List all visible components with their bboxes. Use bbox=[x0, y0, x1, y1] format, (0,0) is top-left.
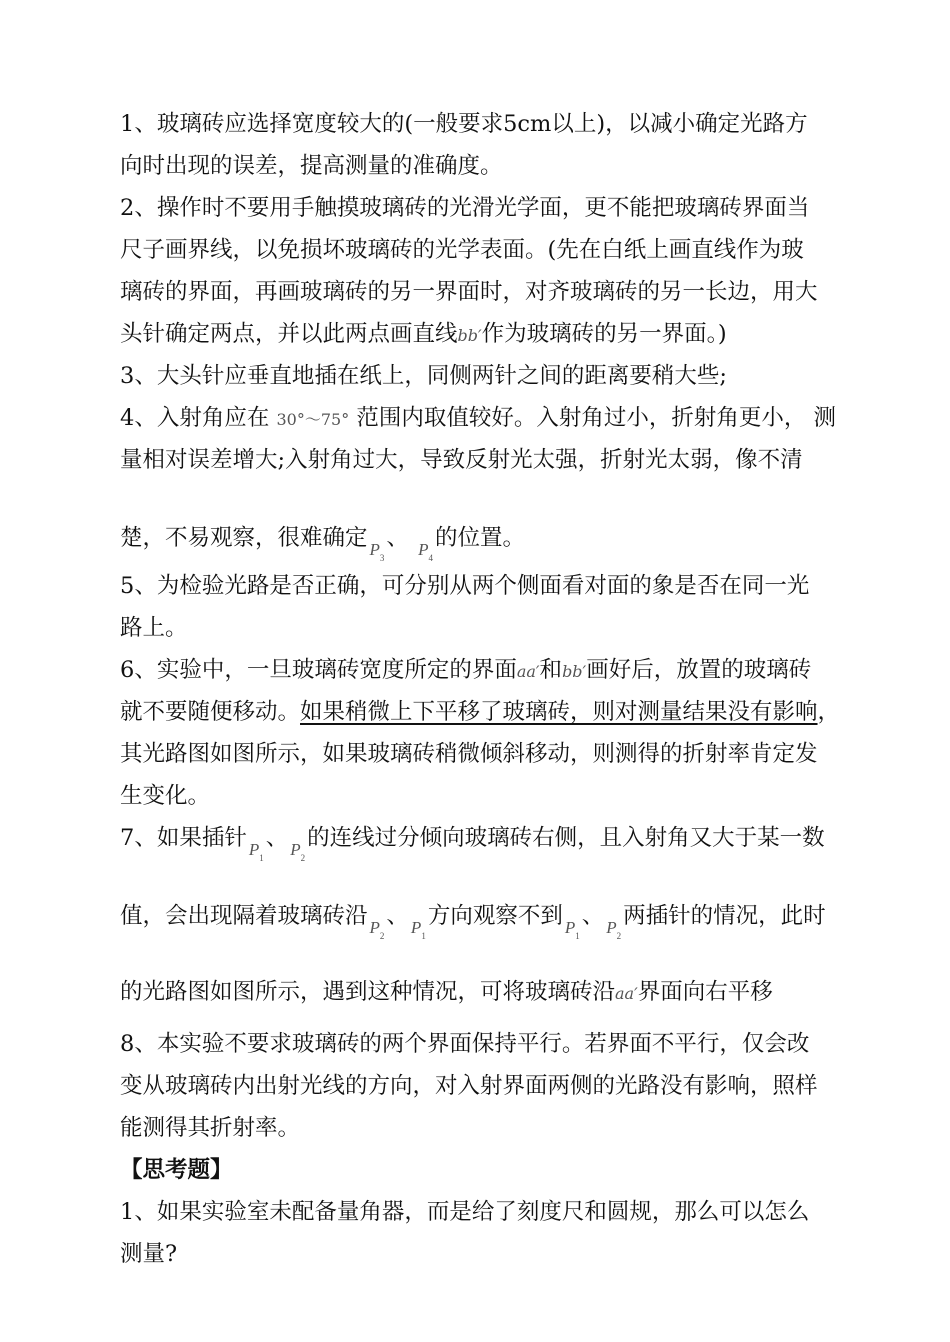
separator: 、 bbox=[386, 903, 409, 929]
item-7-line-3 bbox=[120, 971, 890, 1013]
item-6-line-3: 其光路图如图所示，如果玻璃砖稍微倾斜移动，则测得的折射率肯定发 bbox=[120, 741, 818, 767]
item-6-line-1 bbox=[120, 649, 890, 691]
item-7-line-2 bbox=[120, 895, 890, 941]
item-5-line-2: 路上。 bbox=[120, 615, 188, 641]
separator: 、 bbox=[265, 825, 289, 851]
underlined-text: 如果稍微上下平移了玻璃砖，则对测量结果没有影响 bbox=[300, 699, 818, 725]
item-6 bbox=[120, 649, 890, 817]
math-p1: P1 bbox=[410, 918, 426, 941]
item-6-line-1-text-b: 画好后，放置的玻璃砖 bbox=[586, 657, 812, 683]
separator: 、 bbox=[581, 903, 605, 929]
item-8-line-3: 能测得其折射率。 bbox=[120, 1115, 301, 1141]
item-2-line-4 bbox=[120, 313, 890, 355]
item-6-line-2-text-a: 就不要随便移动。 bbox=[120, 699, 301, 725]
item-1-line-1: 1、玻璃砖应选择宽度较大的(一般要求5cm以上)，以减小确定光路方 bbox=[120, 111, 808, 137]
math-aa-prime: aa′ bbox=[516, 662, 540, 681]
item-6-line-1-text-c: 和 bbox=[539, 657, 563, 683]
item-1 bbox=[120, 103, 890, 187]
item-3 bbox=[120, 355, 890, 397]
math-aa-prime-2: aa′ bbox=[615, 984, 638, 1003]
item-4-line-3-text-b: 的位置。 bbox=[434, 525, 525, 551]
math-bb-prime: bb′ bbox=[457, 326, 482, 345]
item-2-line-3: 璃砖的界面，再画玻璃砖的另一界面时，对齐玻璃砖的另一长边，用大 bbox=[120, 279, 818, 305]
question-1 bbox=[120, 1191, 890, 1275]
separator: 、 bbox=[386, 525, 409, 551]
item-4-line-1 bbox=[120, 397, 890, 439]
math-p4: P4 bbox=[418, 540, 433, 563]
math-p1: P1 bbox=[248, 840, 264, 863]
item-6-line-4: 生变化。 bbox=[120, 783, 211, 809]
section-heading: 【思考题】 bbox=[120, 1157, 233, 1183]
item-7-line-2-text-a: 值，会出现隔着玻璃砖沿 bbox=[120, 903, 368, 929]
item-2-line-4-text-a: 头针确定两点，并以此两点画直线 bbox=[120, 321, 458, 347]
item-5-line-1: 5、为检验光路是否正确，可分别从两个侧面看对面的象是否在同一光 bbox=[120, 573, 810, 599]
math-p3: P3 bbox=[369, 540, 385, 563]
item-7-line-1-text-b: 的连线过分倾向玻璃砖右侧，且入射角又大于某一数 bbox=[307, 825, 825, 851]
math-p2: P2 bbox=[369, 918, 385, 941]
math-angle-range: 30°～75° bbox=[276, 410, 350, 429]
item-6-line-2-text-b: ， bbox=[817, 699, 841, 725]
question-1-line-2: 测量? bbox=[120, 1241, 178, 1267]
item-4-line-3 bbox=[120, 517, 890, 563]
item-1-line-2: 向时出现的误差，提高测量的准确度。 bbox=[120, 153, 503, 179]
question-1-line-1: 1、如果实验室未配备量角器，而是给了刻度尺和圆规，那么可以怎么 bbox=[120, 1199, 810, 1225]
item-6-line-2 bbox=[120, 691, 890, 733]
item-3-line-1: 3、大头针应垂直地插在纸上，同侧两针之间的距离要稍大些; bbox=[120, 363, 727, 389]
math-p1: P1 bbox=[564, 918, 580, 941]
math-p2: P2 bbox=[606, 918, 622, 941]
item-7-line-2-text-b: 两插针的情况，此时 bbox=[623, 903, 826, 929]
math-p2: P2 bbox=[290, 840, 306, 863]
item-7-line-3-text-a: 的光路图如图所示，遇到这种情况，可将玻璃砖沿 bbox=[120, 979, 616, 1005]
item-8-line-2: 变从玻璃砖内出射光线的方向，对入射界面两侧的光路没有影响，照样 bbox=[120, 1073, 818, 1099]
item-7-line-2-text-c: 方向观察不到 bbox=[427, 903, 563, 929]
math-bb-prime-2: bb′ bbox=[562, 662, 587, 681]
item-4-line-1-text-a: 4、入射角应在 bbox=[120, 405, 270, 431]
item-4 bbox=[120, 397, 890, 563]
item-5 bbox=[120, 565, 890, 649]
item-2-line-2: 尺子画界线，以免损坏玻璃砖的光学表面。(先在白纸上画直线作为玻 bbox=[120, 237, 804, 263]
item-7-line-1 bbox=[120, 817, 890, 863]
item-8 bbox=[120, 1023, 890, 1149]
item-7-line-1-text-a: 7、如果插针 bbox=[120, 825, 247, 851]
item-7-line-3-text-b: 界面向右平移 bbox=[637, 979, 773, 1005]
item-8-line-1: 8、本实验不要求玻璃砖的两个界面保持平行。若界面不平行，仅会改 bbox=[120, 1031, 810, 1057]
item-4-line-2: 量相对误差增大;入射角过大，导致反射光太强，折射光太弱，像不清 bbox=[120, 447, 803, 473]
item-4-line-1-text-b: 范围内取值较好。入射角过小，折射角更小， 测 bbox=[356, 405, 837, 431]
item-7 bbox=[120, 817, 890, 1013]
item-2-line-1: 2、操作时不要用手触摸玻璃砖的光滑光学面，更不能把玻璃砖界面当 bbox=[120, 195, 810, 221]
item-2 bbox=[120, 187, 890, 355]
item-2-line-4-text-b: 作为玻璃砖的另一界面。) bbox=[481, 321, 727, 347]
item-6-line-1-text-a: 6、实验中，一旦玻璃砖宽度所定的界面 bbox=[120, 657, 517, 683]
item-4-line-3-text-a: 楚，不易观察，很难确定 bbox=[120, 525, 368, 551]
